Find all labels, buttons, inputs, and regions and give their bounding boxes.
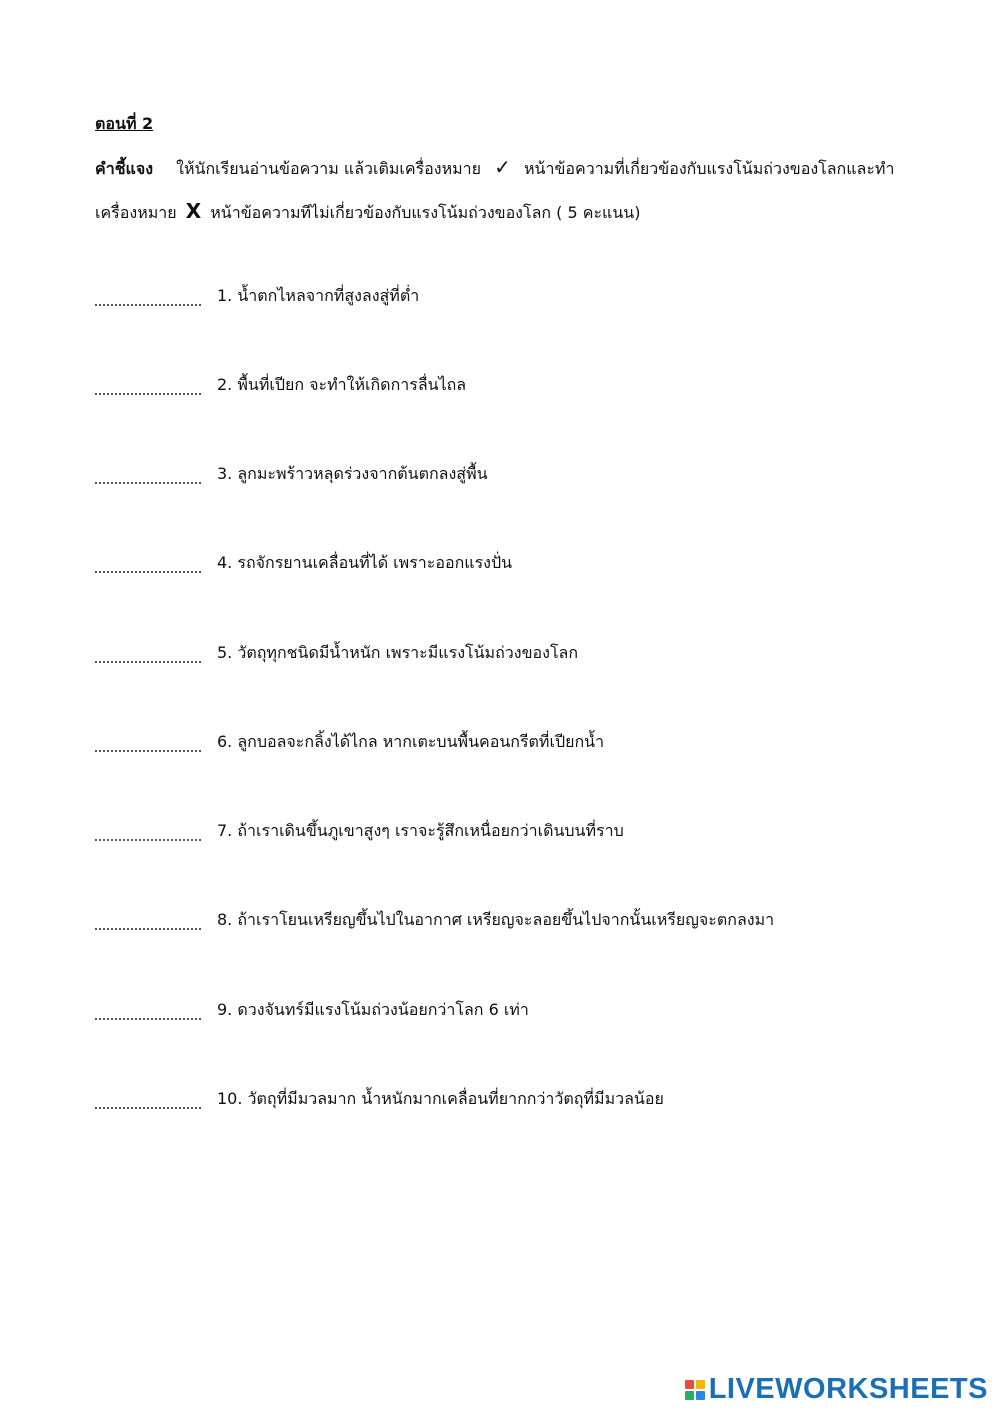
logo-cube: [685, 1380, 694, 1389]
question-text-8: 8. ถ้าเราโยนเหรียญขึ้นไปในอากาศ เหรียญจะลอยขึ้นไปจากนั้นเหรียญจะตกลงมา: [217, 909, 775, 929]
question-text-6: 6. ลูกบอลจะกลิ้งได้ไกล หากเตะบนพื้นคอนกรีตที่เปียกน้ำ: [217, 731, 605, 751]
check-mark-icon: ✓: [494, 155, 511, 179]
answer-blank-4[interactable]: [95, 559, 201, 573]
answer-blank-8[interactable]: [95, 916, 201, 930]
question-text-10: 10. วัตถุที่มีมวลมาก น้ำหนักมากเคลื่อนที่ยากกว่าวัตถุที่มีมวลน้อย: [217, 1088, 664, 1108]
question-text-3: 3. ลูกมะพร้าวหลุดร่วงจากต้นตกลงสู่พื้น: [217, 463, 488, 483]
answer-blank-5[interactable]: [95, 649, 201, 663]
question-text-4: 4. รถจักรยานเคลื่อนที่ได้ เพราะออกแรงปั่น: [217, 552, 513, 572]
answer-blank-3[interactable]: [95, 470, 201, 484]
answer-blank-1[interactable]: [95, 292, 201, 306]
answer-blank-2[interactable]: [95, 381, 201, 395]
x-mark-icon: X: [185, 199, 202, 223]
question-text-9: 9. ดวงจันทร์มีแรงโน้มถ่วงน้อยกว่าโลก 6 เท่า: [217, 999, 529, 1019]
instructions: [95, 146, 935, 234]
logo-cube: [696, 1380, 705, 1389]
logo-cube: [685, 1391, 694, 1400]
question-text-7: 7. ถ้าเราเดินขึ้นภูเขาสูงๆ เราจะรู้สึกเหนื่อยกว่าเดินบนที่ราบ: [217, 820, 624, 840]
question-row-1: [95, 282, 419, 310]
question-row-3: [95, 460, 488, 488]
question-row-5: [95, 639, 578, 667]
logo-cube: [696, 1391, 705, 1400]
answer-blank-10[interactable]: [95, 1095, 201, 1109]
question-text-5: 5. วัตถุทุกชนิดมีน้ำหนัก เพราะมีแรงโน้มถ่วงของโลก: [217, 642, 579, 662]
question-row-7: [95, 817, 624, 845]
answer-blank-6[interactable]: [95, 738, 201, 752]
question-row-9: [95, 996, 529, 1024]
instructions-text: ให้นักเรียนอ่านข้อความ แล้วเติมเครื่องหมาย: [176, 159, 482, 178]
instructions-line-2: [95, 190, 935, 234]
question-text-1: 1. น้ำตกไหลจากที่สูงลงสู่ที่ต่ำ: [217, 285, 420, 305]
question-row-6: [95, 728, 604, 756]
instructions-line2-start: เครื่องหมาย: [95, 203, 177, 222]
liveworksheets-logo: [685, 1373, 988, 1406]
question-row-8: [95, 906, 774, 934]
question-row-2: [95, 371, 466, 399]
question-text-2: 2. พื้นที่เปียก จะทำให้เกิดการลื่นไถล: [217, 374, 467, 394]
question-row-10: [95, 1085, 664, 1113]
section-title: ตอนที่ 2: [95, 114, 154, 133]
logo-cubes-icon: [685, 1380, 705, 1400]
instructions-line-1: [95, 146, 935, 190]
instructions-line2-end: หน้าข้อความทีไม่เกี่ยวข้องกับแรงโน้มถ่วงของโลก ( 5 คะแนน): [210, 203, 641, 222]
answer-blank-9[interactable]: [95, 1006, 201, 1020]
instructions-label: คำชี้แจง: [95, 159, 154, 178]
logo-text: LIVEWORKSHEETS: [708, 1373, 988, 1405]
question-row-4: [95, 549, 512, 577]
instructions-text-continued: หน้าข้อความที่เกี่ยวข้องกับแรงโน้มถ่วงของโลกและทำ: [523, 159, 895, 178]
answer-blank-7[interactable]: [95, 827, 201, 841]
